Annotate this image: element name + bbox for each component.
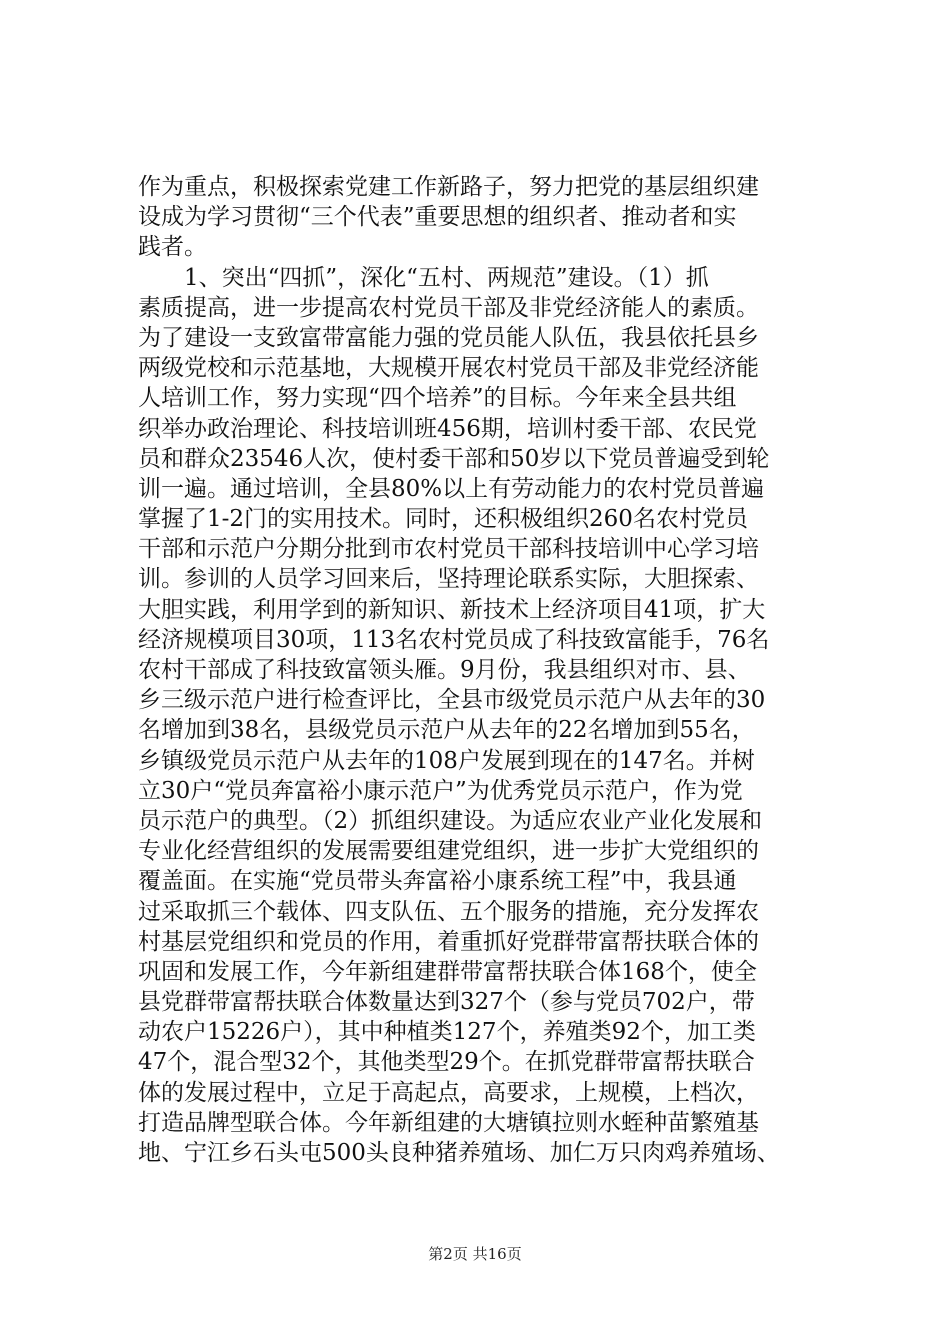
text-line: 巩固和发展工作，今年新组建群带富帮扶联合体168个，使全 [138,958,757,985]
text-line: 经济规模项目30项，113名农村党员成了科技致富能手，76名 [138,626,770,653]
text-line: 织举办政治理论、科技培训班456期，培训村委干部、农民党 [138,415,757,442]
text-line: 名增加到38名，县级党员示范户从去年的22名增加到55名， [138,717,755,744]
text-line: 打造品牌型联合体。今年新组建的大塘镇拉则水蛭种苗繁殖基 [138,1109,759,1136]
text-line: 践者。 [138,234,207,261]
text-line: 两级党校和示范基地，大规模开展农村党员干部及非党经济能 [138,355,759,382]
text-line: 县党群带富帮扶联合体数量达到327个（参与党员702户，带 [138,989,755,1016]
text-line: 乡镇级党员示范户从去年的108户发展到现在的147名。并树 [138,747,755,774]
text-line: 素质提高，进一步提高农村党员干部及非党经济能人的素质。 [138,294,759,321]
text-line: 1、突出“四抓”，深化“五村、两规范”建设。（1）抓 [138,264,709,291]
text-line: 干部和示范户分期分批到市农村党员干部科技培训中心学习培 [138,536,759,563]
text-line: 动农户15226户），其中种植类127个，养殖类92个，加工类 [138,1019,756,1046]
text-line: 乡三级示范户进行检查评比，全县市级党员示范户从去年的30 [138,687,766,714]
text-line: 大胆实践，利用学到的新知识、新技术上经济项目41项，扩大 [138,596,766,623]
text-line: 地、宁江乡石头屯500头良种猪养殖场、加仁万只肉鸡养殖场、 [138,1140,780,1166]
text-line: 训。参训的人员学习回来后，坚持理论联系实际，大胆探索、 [138,566,759,593]
text-line: 员示范户的典型。（2）抓组织建设。为适应农业产业化发展和 [138,807,763,834]
text-line: 掌握了1-2门的实用技术。同时，还积极组织260名农村党员 [138,506,748,533]
text-line: 立30户“党员奔富裕小康示范户”为优秀党员示范户，作为党 [138,777,743,804]
text-line: 过采取抓三个载体、四支队伍、五个服务的措施，充分发挥农 [138,898,759,925]
text-line: 农村干部成了科技致富领头雁。9月份，我县组织对市、县、 [138,657,751,683]
text-line: 作为重点，积极探索党建工作新路子，努力把党的基层组织建 [138,174,759,200]
text-line: 村基层党组织和党员的作用，着重抓好党群带富帮扶联合体的 [138,928,759,955]
document-body [138,172,838,1168]
text-line: 设成为学习贯彻“三个代表”重要思想的组织者、推动者和实 [138,204,737,231]
text-line: 专业化经营组织的发展需要组建党组织，进一步扩大党组织的 [138,838,759,865]
text-line: 训一遍。通过培训，全县80%以上有劳动能力的农村党员普遍 [138,475,765,502]
text-line: 为了建设一支致富带富能力强的党员能人队伍，我县依托县乡 [138,324,759,351]
text-line: 覆盖面。在实施“党员带头奔富裕小康系统工程”中，我县通 [138,868,737,895]
text-line: 47个，混合型32个，其他类型29个。在抓党群带富帮扶联合 [138,1049,755,1076]
text-line: 员和群众23546人次，使村委干部和50岁以下党员普遍受到轮 [138,445,770,472]
page-footer: 第2页 共16页 [428,1245,522,1263]
text-line: 体的发展过程中，立足于高起点，高要求，上规模，上档次， [138,1079,759,1106]
text-line: 人培训工作，努力实现“四个培养”的目标。今年来全县共组 [138,385,737,412]
